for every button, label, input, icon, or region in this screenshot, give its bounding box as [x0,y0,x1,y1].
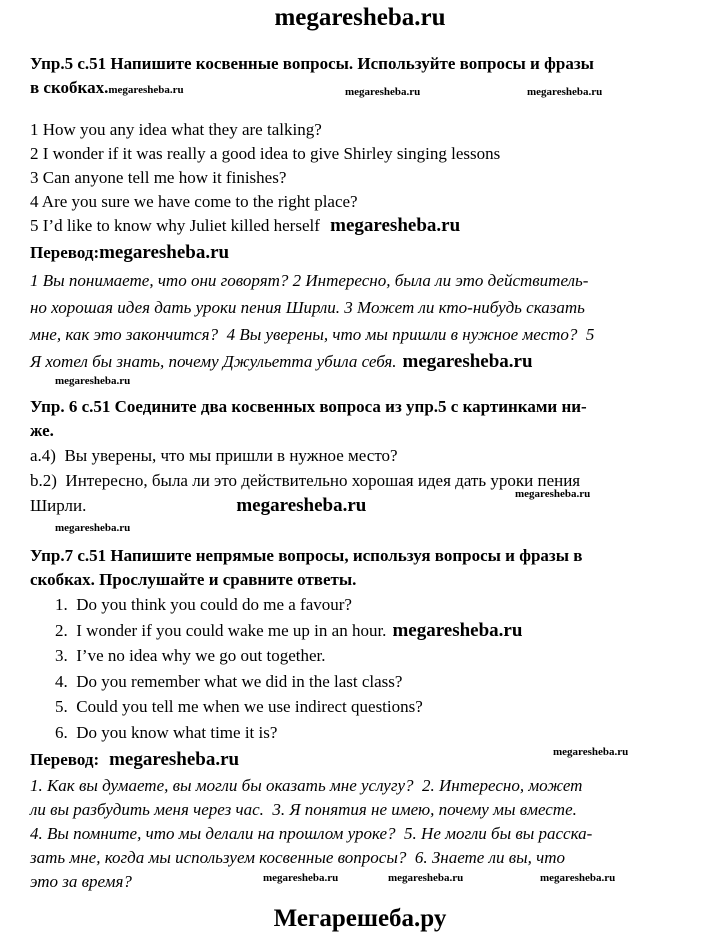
watermark: megaresheba.ru [527,86,603,98]
watermark: megaresheba.ru [402,351,533,372]
translation-line: зать мне, когда мы используем косвенные вопросы? 6. Знаете ли вы, что [30,848,566,867]
exercise7-heading-line1: Упр.7 с.51 Напишите непрямые вопросы, используя вопросы и фразы в [30,546,583,565]
watermark: megaresheba.ru [392,619,523,641]
watermark: megaresheba.ru [99,242,230,263]
watermark: megaresheba.ru [55,375,131,387]
translation-line: ли вы разбудить меня через час. 3. Я понятия не имею, почему мы вместе. [30,800,577,819]
watermark: megaresheba.ru [108,84,184,96]
exercise6-heading-line2: же. [30,421,54,440]
watermark: megaresheba.ru [55,522,131,534]
watermark: megaresheba.ru [553,746,629,758]
exercise7-heading-line2: скобках. Прослушайте и сравните ответы. [30,570,357,589]
exercise5-item-text: 5 I’d like to know why Juliet killed herself [30,216,320,235]
exercise6-item-text: Ширли. [30,496,87,515]
exercise6-item: b.2) Интересно, была ли это действительно хорошая идея дать уроки пения [30,471,581,490]
exercise5-items [30,118,692,238]
watermark: megaresheba.ru [109,749,240,770]
exercise5-heading-line2 [30,76,692,102]
exercise5-translation [30,267,692,375]
exercise7-translation [30,774,692,894]
exercise6-items [30,443,692,518]
exercise7-item-text: 2. I wonder if you could wake me up in an hour. [55,620,387,640]
exercise7-item: 5. Could you tell me when we use indirect questions? [55,697,423,716]
translation-line: но хорошая идея дать уроки пения Ширли. 3 Может ли кто-нибудь сказать [30,298,585,317]
watermark: megaresheba.ru [236,495,367,516]
exercise6-item [30,493,692,518]
exercise7-item: 1. Do you think you could do me a favour? [55,595,352,614]
exercise7-heading [30,544,692,592]
watermark: megaresheba.ru [515,488,591,500]
exercise5-item: 1 How you any idea what they are talking? [30,120,322,139]
watermark: megaresheba.ru [345,86,421,98]
watermark: megaresheba.ru [388,872,464,884]
exercise6-heading [30,395,692,443]
exercise7-items [30,592,692,745]
exercise7-translation-label-row [30,747,692,774]
exercise5-item: 4 Are you sure we have come to the right place? [30,192,358,211]
translation-line: это за время? [30,872,132,891]
exercise5-item: 2 I wonder if it was really a good idea to give Shirley singing lessons [30,144,501,163]
exercise6-item: a.4) Вы уверены, что мы пришли в нужное место? [30,446,398,465]
watermark: megaresheba.ru [263,872,339,884]
exercise5-heading-line1: Упр.5 с.51 Напишите косвенные вопросы. Используйте вопросы и фразы [30,54,594,73]
watermark: megaresheba.ru [330,215,461,236]
exercise5-translation-label-row [30,240,692,267]
translation-line: 1 Вы понимаете, что они говорят? 2 Интересно, была ли это действитель- [30,271,589,290]
translation-line [30,348,692,375]
exercise6-heading-line1: Упр. 6 с.51 Соедините два косвенных вопроса из упр.5 с картинками ни- [30,397,587,416]
footer-site-title: Мегарешеба.ру [273,905,447,932]
exercise5-item: 3 Can anyone tell me how it finishes? [30,168,287,187]
exercise7-item [30,618,692,644]
exercise7-item: 4. Do you remember what we did in the last class? [55,671,403,691]
site-watermark-header: megaresheba.ru [274,4,446,31]
exercise5-heading-line2-text: в скобках. [30,78,109,97]
translation-line-text: Я хотел бы знать, почему Джульетта убила себя. [30,352,397,371]
translation-label: Перевод: [30,243,100,262]
exercise7-item: 3. I’ve no idea why we go out together. [55,646,326,665]
translation-line: мне, как это закончится? 4 Вы уверены, что мы пришли в нужное место? 5 [30,325,595,344]
exercise5-item [30,214,692,238]
translation-line: 1. Как вы думаете, вы могли бы оказать мне услугу? 2. Интересно, может [30,776,583,795]
exercise7-item: 6. Do you know what time it is? [55,722,278,742]
watermark: megaresheba.ru [540,872,616,884]
translation-label: Перевод: [30,750,100,769]
document-content [30,52,692,894]
translation-line: 4. Вы помните, что мы делали на прошлом уроке? 5. Не могли бы вы расска- [30,824,593,843]
